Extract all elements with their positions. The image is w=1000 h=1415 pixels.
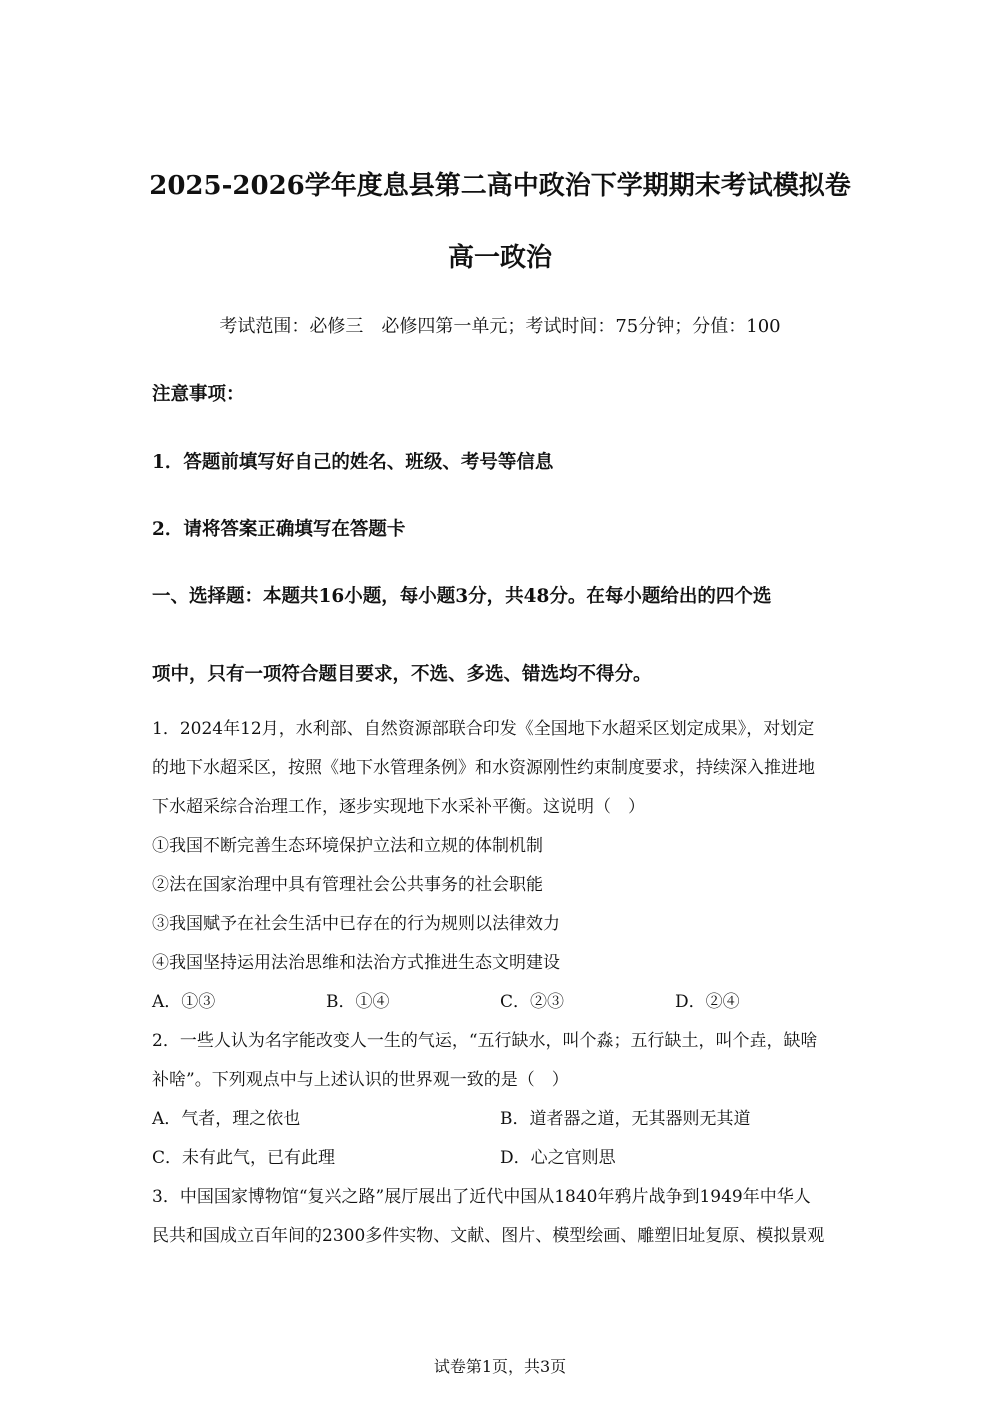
notice-item: 1．答题前填写好自己的姓名、班级、考号等信息	[152, 452, 554, 473]
statement-item: ④我国坚持运用法治思维和法治方式推进生态文明建设	[152, 953, 560, 973]
question-stem-line: 下水超采综合治理工作，逐步实现地下水采补平衡。这说明（ ）	[152, 797, 645, 817]
notice-item: 2．请将答案正确填写在答题卡	[152, 519, 406, 540]
option-c[interactable]: C．未有此气，已有此理	[152, 1148, 336, 1168]
statement-item: ③我国赋予在社会生活中已存在的行为规则以法律效力	[152, 914, 560, 934]
question-stem-line: 补啥”。下列观点中与上述认识的世界观一致的是（ ）	[152, 1070, 569, 1090]
section-heading-cont: 项中，只有一项符合题目要求，不选、多选、错选均不得分。	[152, 664, 652, 685]
option-a[interactable]: A．气者，理之依也	[152, 1109, 301, 1129]
option-b[interactable]: B．道者器之道，无其器则无其道	[500, 1109, 751, 1129]
option-c[interactable]: C．②③	[500, 992, 565, 1012]
question-stem-line: 的地下水超采区，按照《地下水管理条例》和水资源刚性约束制度要求，持续深入推进地	[152, 758, 815, 778]
option-a[interactable]: A．①③	[152, 992, 216, 1012]
option-d[interactable]: D．心之官则思	[500, 1148, 616, 1168]
statement-item: ①我国不断完善生态环境保护立法和立规的体制机制	[152, 836, 543, 856]
question-stem-line: 3．中国国家博物馆“复兴之路”展厅展出了近代中国从1840年鸦片战争到1949年中华人	[152, 1187, 811, 1207]
question-stem-line: 民共和国成立百年间的2300多件实物、文献、图片、模型绘画、雕塑旧址复原、模拟景观	[152, 1226, 825, 1246]
question-stem-line: 1．2024年12月，水利部、自然资源部联合印发《全国地下水超采区划定成果》，对划定	[152, 719, 815, 739]
option-d[interactable]: D．②④	[675, 992, 740, 1012]
section-heading: 一、选择题：本题共16小题，每小题3分，共48分。在每小题给出的四个选	[152, 586, 772, 607]
question-stem-line: 2．一些人认为名字能改变人一生的气运，“五行缺水，叫个淼；五行缺土，叫个垚，缺啥	[152, 1031, 818, 1051]
option-b[interactable]: B．①④	[326, 992, 390, 1012]
statement-item: ②法在国家治理中具有管理社会公共事务的社会职能	[152, 875, 543, 895]
exam-info: 考试范围：必修三 必修四第一单元；考试时间：75分钟；分值：100	[219, 316, 781, 337]
exam-subtitle: 高一政治	[447, 243, 552, 273]
notice-heading: 注意事项：	[152, 384, 245, 405]
page-footer: 试卷第1页，共3页	[433, 1357, 567, 1376]
exam-title: 2025-2026学年度息县第二高中政治下学期期末考试模拟卷	[149, 171, 851, 201]
